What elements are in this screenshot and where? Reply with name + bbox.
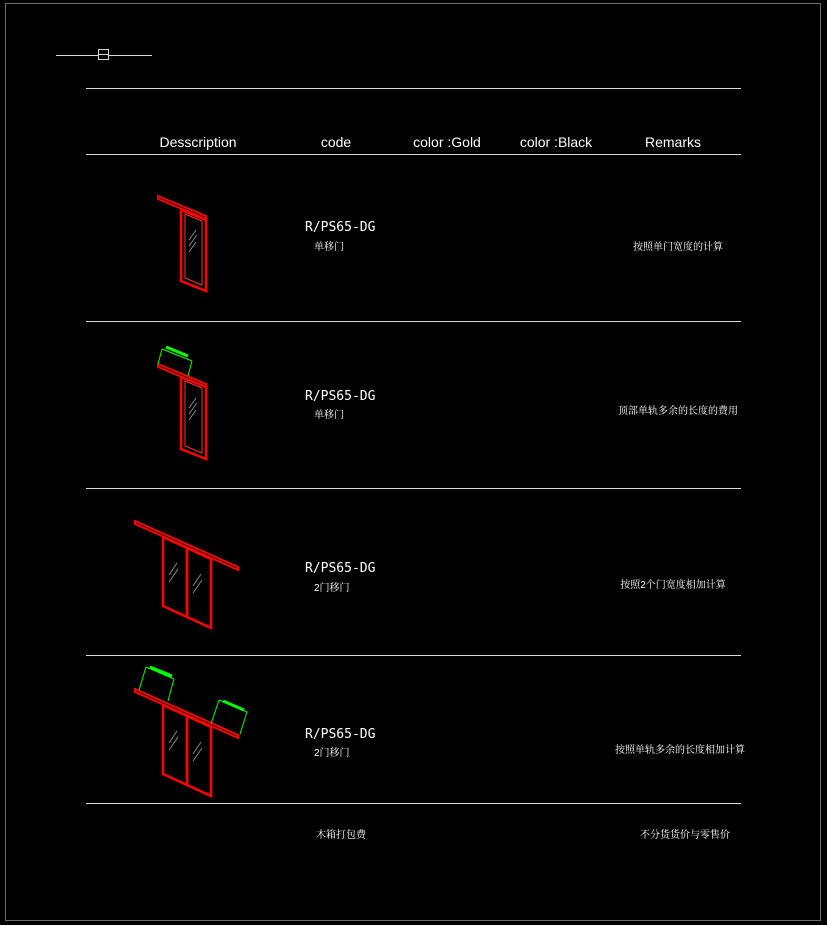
double-door-drawing-1 bbox=[135, 521, 238, 628]
row-3-type: 2门移门 bbox=[314, 583, 350, 594]
door-panel-right bbox=[187, 548, 211, 628]
row-2-remark: 顶部单轨多余的长度的费用 bbox=[618, 406, 738, 417]
door-glass bbox=[185, 381, 202, 453]
header-code: code bbox=[320, 134, 352, 150]
glass-hatch bbox=[189, 398, 197, 420]
row-3-remark: 按照2个门宽度相加计算 bbox=[620, 580, 726, 591]
glass-hatch bbox=[169, 563, 202, 593]
double-door-drawing-2 bbox=[135, 667, 247, 796]
row-4-remark: 按照单轨多余的长度相加计算 bbox=[615, 745, 745, 756]
door-panel-left bbox=[163, 705, 187, 785]
header-color-black: color :Black bbox=[519, 134, 593, 150]
glass-hatch bbox=[169, 731, 202, 761]
row-4-type: 2门移门 bbox=[314, 748, 350, 759]
header-remarks: Remarks bbox=[644, 134, 702, 150]
door-panel-left bbox=[163, 537, 187, 617]
header-color-gold: color :Gold bbox=[413, 134, 481, 150]
single-door-drawing-2 bbox=[158, 347, 206, 459]
header-description: Desscription bbox=[159, 134, 237, 150]
row-1-code: R/PS65-DG bbox=[305, 220, 376, 235]
door-glass bbox=[185, 214, 202, 285]
row-1-remark: 按照单门宽度的计算 bbox=[633, 242, 723, 253]
row-2-code: R/PS65-DG bbox=[305, 389, 376, 404]
single-door-drawing-1 bbox=[158, 196, 206, 291]
row-1-type: 单移门 bbox=[314, 242, 344, 253]
row-3-code: R/PS65-DG bbox=[305, 561, 376, 576]
row-4-code: R/PS65-DG bbox=[305, 727, 376, 742]
footer-right-note: 不分货货价与零售价 bbox=[640, 830, 730, 841]
footer-left-note: 木箱打包费 bbox=[316, 830, 366, 841]
door-panel-right bbox=[187, 716, 211, 796]
row-2-type: 单移门 bbox=[314, 410, 344, 421]
glass-hatch bbox=[189, 230, 197, 252]
